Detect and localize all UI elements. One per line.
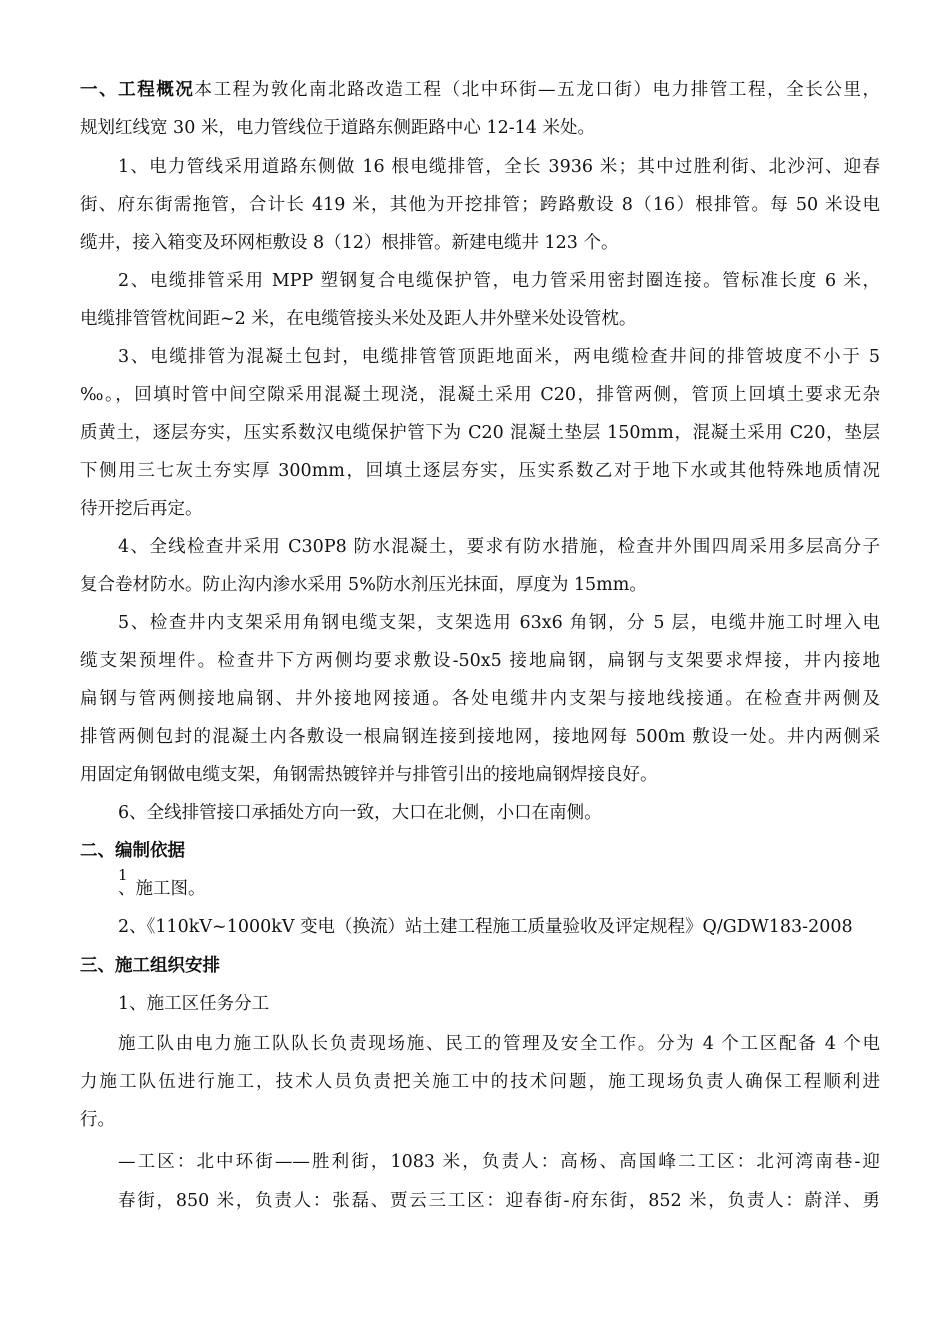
item-3-line-5: 待开挖后再定。 <box>80 499 203 519</box>
organization-line-2: 力施工队伍进行施工，技术人员负责把关施工中的技术问题，施工现场负责人确保工程顺利进 <box>80 1072 880 1092</box>
organization-line-3: 行。 <box>80 1110 115 1130</box>
item-2-line-2: 电缆排管管枕间距~2 米，在电缆管接头米处及距人井外壁米处设管枕。 <box>80 309 637 329</box>
item-4-line-2: 复合卷材防水。防止沟内渗水采用 5%防水剂压光抹面，厚度为 15mm。 <box>80 575 647 595</box>
item-3-line-1: 3、电缆排管为混凝土包封，电缆排管管顶距地面米，两电缆检查井间的排管坡度不小于 5 <box>118 347 880 367</box>
section-3-heading: 三、施工组织安排 <box>80 956 220 976</box>
item-4-line-1: 4、全线检查井采用 C30P8 防水混凝土，要求有防水措施，检查井外围四周采用多层高分子 <box>118 537 880 557</box>
item-1-line-2: 街、府东街需拖管，合计长 419 米，其他为开挖排管；跨路敷设 8（16）根排管。每 50 米设电 <box>80 195 880 215</box>
section-1-line-1: 一、工程概况本工程为敦化南北路改造工程（北中环街—五龙口街）电力排管工程，全长公里， <box>80 80 880 100</box>
organization-line-1: 施工队由电力施工队队长负责现场施、民工的管理及安全工作。分为 4 个工区配备 4 个电 <box>118 1034 880 1054</box>
item-5-line-1: 5、检查井内支架采用角钢电缆支架，支架选用 63x6 角钢，分 5 层，电缆井施工时埋入电 <box>118 613 880 633</box>
item-5-line-5: 用固定角钢做电缆支架，角钢需热镀锌并与排管引出的接地扁钢焊接良好。 <box>80 765 658 785</box>
section-1-heading: 一、工程概况 <box>80 80 195 100</box>
list-number: 1 <box>118 866 128 884</box>
basis-item-2: 2、《110kV~1000kV 变电（换流）站土建工程施工质量验收及评定规程》Q/GDW183-2008 <box>118 917 853 937</box>
paragraph-line: 规划红线宽 30 米，电力管线位于道路东侧距路中心 12-14 米处。 <box>80 118 595 138</box>
section-2-heading: 二、编制依据 <box>80 841 185 861</box>
item-3-line-4: 下侧用三七灰土夯实厚 300mm，回填土逐层夯实，压实系数乙对于地下水或其他特殊地质情况 <box>80 461 880 481</box>
item-6-line-1: 6、全线排管接口承插处方向一致，大口在北侧，小口在南侧。 <box>118 803 602 823</box>
work-zone-line-2: 春街，850 米，负责人：张磊、贾云三工区：迎春街-府东街，852 米，负责人：蔚洋、勇 <box>118 1191 880 1211</box>
work-zone-line-1: —工区：北中环街——胜利街，1083 米，负责人：高杨、高国峰二工区：北河湾南巷-迎 <box>118 1152 880 1172</box>
basis-item-1: 、施工图。 <box>118 879 206 899</box>
item-5-line-2: 缆支架预埋件。检查井下方两侧均要求敷设-50x5 接地扁钢，扁钢与支架要求焊接，井内接地 <box>80 651 880 671</box>
item-2-line-1: 2、电缆排管采用 MPP 塑钢复合电缆保护管，电力管采用密封圈连接。管标准长度 6 米， <box>118 271 880 291</box>
item-1-line-1: 1、电力管线采用道路东侧做 16 根电缆排管，全长 3936 米；其中过胜利街、北沙河、迎春 <box>118 157 880 177</box>
item-5-line-4: 排管两侧包封的混凝土内各敷设一根扁钢连接到接地网，接地网每 500m 敷设一处。井内两侧采 <box>80 727 880 747</box>
subsection-1-title: 1、施工区任务分工 <box>118 994 270 1014</box>
item-1-line-3: 缆井，接入箱变及环网柜敷设 8（12）根排管。新建电缆井 123 个。 <box>80 233 619 253</box>
item-5-line-3: 扁钢与管两侧接地扁钢、井外接地网接通。各处电缆井内支架与接地线接通。在检查井两侧及 <box>80 689 880 709</box>
item-3-line-2: ‰。，回填时管中间空隙采用混凝土现浇，混凝土采用 C20，排管两侧，管顶上回填土要求无杂 <box>80 385 880 405</box>
item-3-line-3: 质黄土，逐层夯实，压实系数汉电缆保护管下为 C20 混凝土垫层 150mm，混凝土采用 C20，垫层 <box>80 423 880 443</box>
